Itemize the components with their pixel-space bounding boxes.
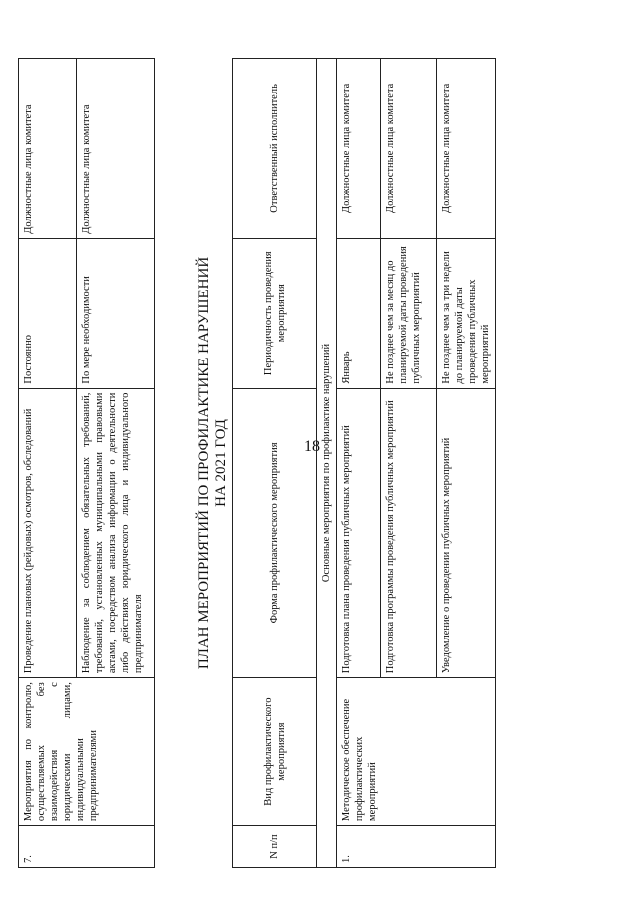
activity-form: Подготовка плана проведения публичных мероприятий (337, 388, 381, 678)
activity-form: Подготовка программы проведения публичных мероприятий (381, 388, 437, 678)
table-row (337, 59, 381, 868)
plan-title-line1: ПЛАН МЕРОПРИЯТИЙ ПО ПРОФИЛАКТИКЕ НАРУШЕНИЙ (196, 256, 212, 670)
header-row (233, 59, 317, 868)
header-period: Периодичность проведения мероприятия (233, 238, 317, 388)
plan-title-line2: НА 2021 ГОД (213, 419, 229, 507)
responsible: Должностные лица комитета (337, 59, 381, 239)
section-title: Основные мероприятия по профилактике нарушений (317, 59, 337, 868)
activity-period: По мере необходимости (77, 238, 155, 388)
activity-period: Январь (337, 238, 381, 388)
row-number: 7. (19, 826, 155, 868)
responsible: Должностные лица комитета (437, 59, 496, 239)
header-responsible: Ответственный исполнитель (233, 59, 317, 239)
activity-period: Не позднее чем за месяц до планируемой даты проведения публичных мероприятий (381, 238, 437, 388)
plan-title (196, 58, 230, 868)
activity-form: Проведение плановых (рейдовых) осмотров, обследований (19, 388, 77, 678)
activity-type: Мероприятия по контролю, осуществляемых без взаимодействия с юридическими лицами, индивидуальными предпринимателями (19, 678, 155, 826)
responsible: Должностные лица комитета (19, 59, 77, 239)
activity-type: Методическое обеспечение профилактических мероприятий (337, 678, 496, 826)
header-form: Форма профилактического мероприятия (233, 388, 317, 678)
activity-period: Не позднее чем за три недели до планируемой даты проведения публичных мероприятий (437, 238, 496, 388)
activity-form: Наблюдение за соблюдением обязательных требований, требований, установленных муниципальными правовыми актами, посредством анализа информации о деятельности либо действиях юридического лица и индивидуального предпринимателя (77, 388, 155, 678)
header-num: N п/п (233, 826, 317, 868)
row-number: 1. (337, 826, 496, 868)
section-row (317, 59, 337, 868)
header-type: Вид профилактического мероприятия (233, 678, 317, 826)
page-number: 18 (304, 438, 320, 455)
table-row (19, 59, 77, 868)
continuation-table (18, 58, 155, 868)
responsible: Должностные лица комитета (77, 59, 155, 239)
plan-table (232, 58, 496, 868)
activity-period: Постоянно (19, 238, 77, 388)
rotated-page-content (18, 28, 608, 868)
responsible: Должностные лица комитета (381, 59, 437, 239)
activity-form: Уведомление о проведении публичных мероприятий (437, 388, 496, 678)
